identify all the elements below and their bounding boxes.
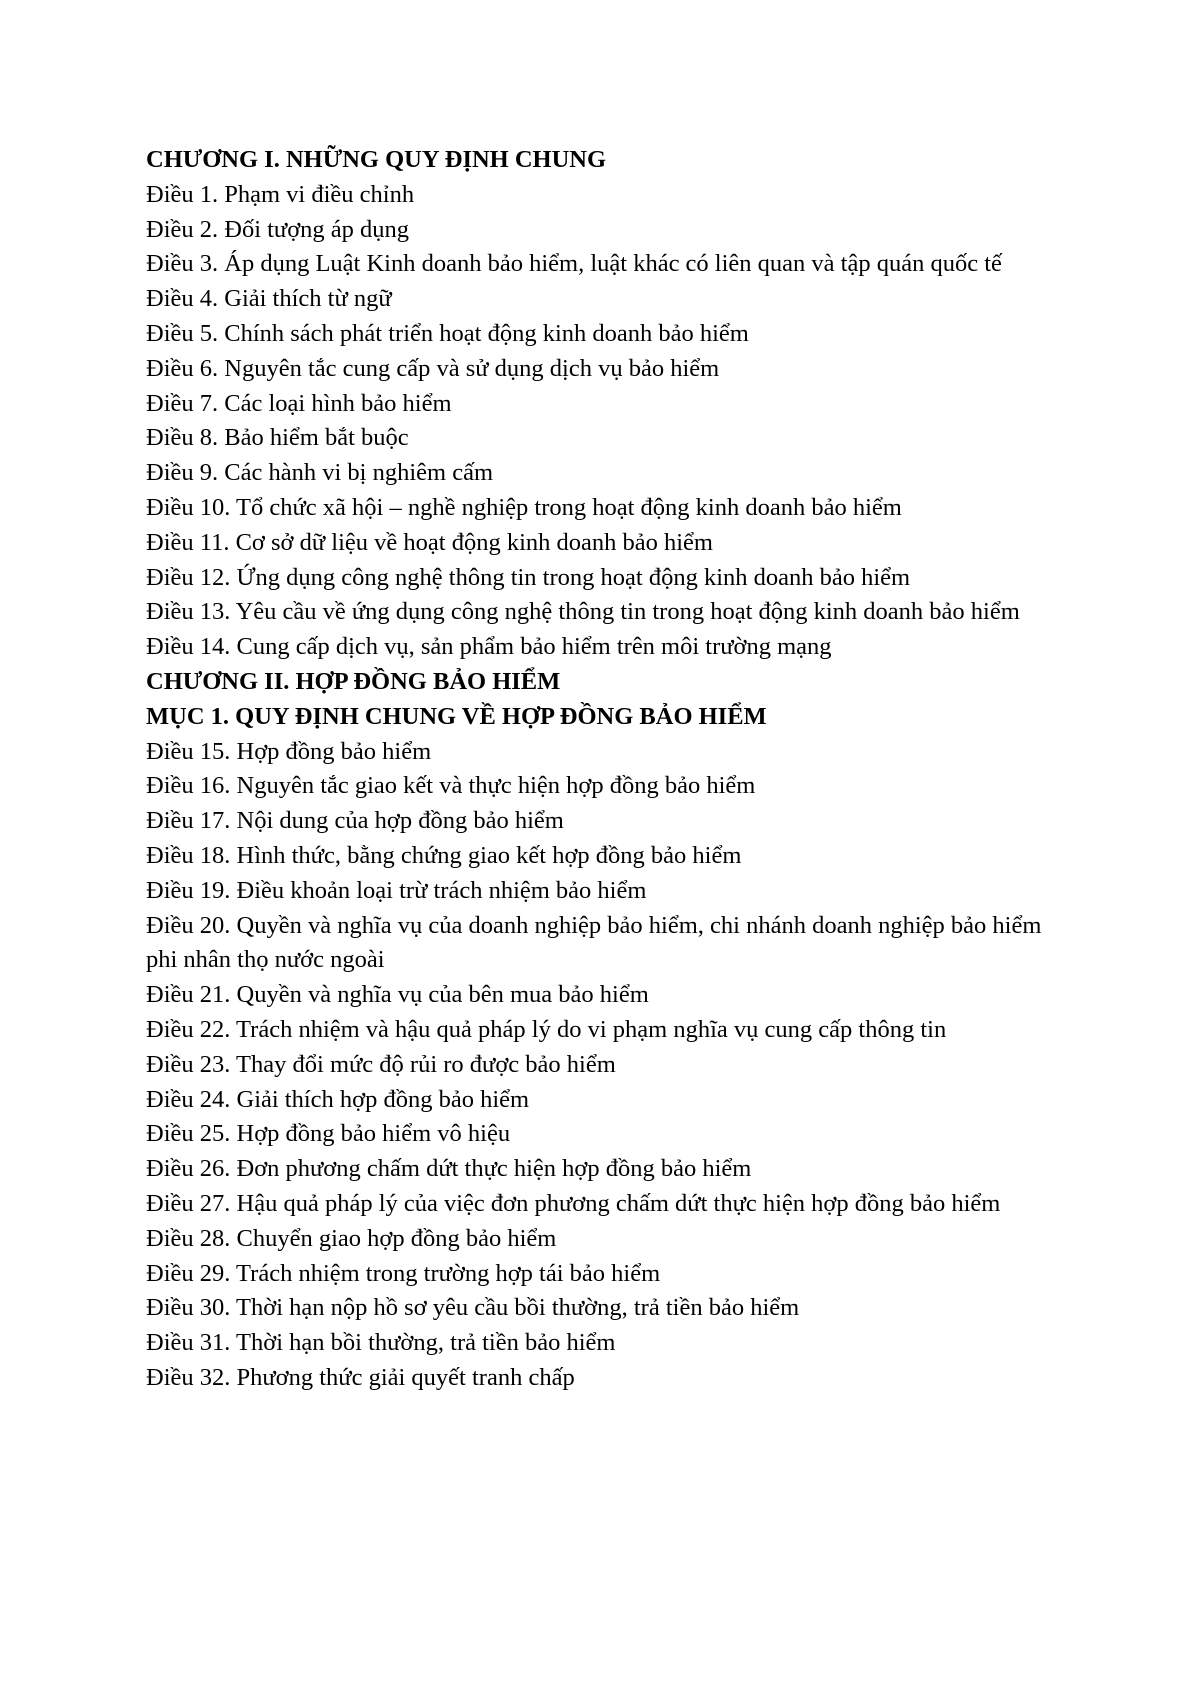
- article-item: Điều 18. Hình thức, bằng chứng giao kết hợp đồng bảo hiểm: [146, 841, 742, 869]
- article-item: Điều 16. Nguyên tắc giao kết và thực hiện hợp đồng bảo hiểm: [146, 772, 756, 800]
- article-item: Điều 12. Ứng dụng công nghệ thông tin trong hoạt động kinh doanh bảo hiểm: [146, 563, 911, 591]
- article-item: Điều 15. Hợp đồng bảo hiểm: [146, 737, 432, 765]
- article-item: Điều 25. Hợp đồng bảo hiểm vô hiệu: [146, 1120, 511, 1148]
- article-item: Điều 8. Bảo hiểm bắt buộc: [146, 424, 409, 452]
- article-item: Điều 11. Cơ sở dữ liệu về hoạt động kinh doanh bảo hiểm: [146, 528, 713, 556]
- article-item: Điều 26. Đơn phương chấm dứt thực hiện hợp đồng bảo hiểm: [146, 1155, 752, 1183]
- chapter-heading: CHƯƠNG I. NHỮNG QUY ĐỊNH CHUNG: [146, 146, 607, 173]
- article-item: Điều 7. Các loại hình bảo hiểm: [146, 389, 452, 417]
- article-item: Điều 10. Tổ chức xã hội – nghề nghiệp trong hoạt động kinh doanh bảo hiểm: [146, 493, 902, 521]
- article-item: Điều 19. Điều khoản loại trừ trách nhiệm bảo hiểm: [146, 876, 647, 904]
- article-item: Điều 2. Đối tượng áp dụng: [146, 215, 410, 243]
- article-item: Điều 4. Giải thích từ ngữ: [146, 285, 392, 313]
- article-item: Điều 32. Phương thức giải quyết tranh chấp: [146, 1363, 575, 1391]
- article-item: Điều 30. Thời hạn nộp hồ sơ yêu cầu bồi thường, trả tiền bảo hiểm: [146, 1294, 800, 1322]
- article-item: Điều 17. Nội dung của hợp đồng bảo hiểm: [146, 807, 564, 835]
- chapter-heading: CHƯƠNG II. HỢP ĐỒNG BẢO HIỂM: [146, 667, 561, 695]
- article-item: Điều 31. Thời hạn bồi thường, trả tiền bảo hiểm: [146, 1329, 616, 1357]
- article-item: Điều 22. Trách nhiệm và hậu quả pháp lý do vi phạm nghĩa vụ cung cấp thông tin: [146, 1015, 947, 1043]
- article-item: Điều 20. Quyền và nghĩa vụ của doanh nghiệp bảo hiểm, chi nhánh doanh nghiệp bảo hiểm phi nhân thọ nước ngoài: [146, 911, 1042, 974]
- article-item: Điều 14. Cung cấp dịch vụ, sản phẩm bảo hiểm trên môi trường mạng: [146, 633, 832, 661]
- article-item: Điều 24. Giải thích hợp đồng bảo hiểm: [146, 1085, 530, 1113]
- article-item: Điều 13. Yêu cầu về ứng dụng công nghệ thông tin trong hoạt động kinh doanh bảo hiểm: [146, 598, 1020, 626]
- article-item: Điều 1. Phạm vi điều chỉnh: [146, 180, 415, 208]
- article-item: Điều 21. Quyền và nghĩa vụ của bên mua bảo hiểm: [146, 981, 649, 1009]
- document-page: [146, 143, 1066, 1396]
- article-item: Điều 5. Chính sách phát triển hoạt động kinh doanh bảo hiểm: [146, 319, 749, 347]
- article-item: Điều 9. Các hành vi bị nghiêm cấm: [146, 459, 493, 487]
- article-item: Điều 6. Nguyên tắc cung cấp và sử dụng dịch vụ bảo hiểm: [146, 354, 720, 382]
- article-item: Điều 27. Hậu quả pháp lý của việc đơn phương chấm dứt thực hiện hợp đồng bảo hiểm: [146, 1189, 1001, 1217]
- section-heading: MỤC 1. QUY ĐỊNH CHUNG VỀ HỢP ĐỒNG BẢO HIỂM: [146, 702, 767, 730]
- article-item: Điều 3. Áp dụng Luật Kinh doanh bảo hiểm, luật khác có liên quan và tập quán quốc tế: [146, 250, 1002, 278]
- article-item: Điều 28. Chuyển giao hợp đồng bảo hiểm: [146, 1224, 557, 1252]
- article-item: Điều 29. Trách nhiệm trong trường hợp tái bảo hiểm: [146, 1259, 661, 1287]
- article-item: Điều 23. Thay đổi mức độ rủi ro được bảo hiểm: [146, 1050, 616, 1078]
